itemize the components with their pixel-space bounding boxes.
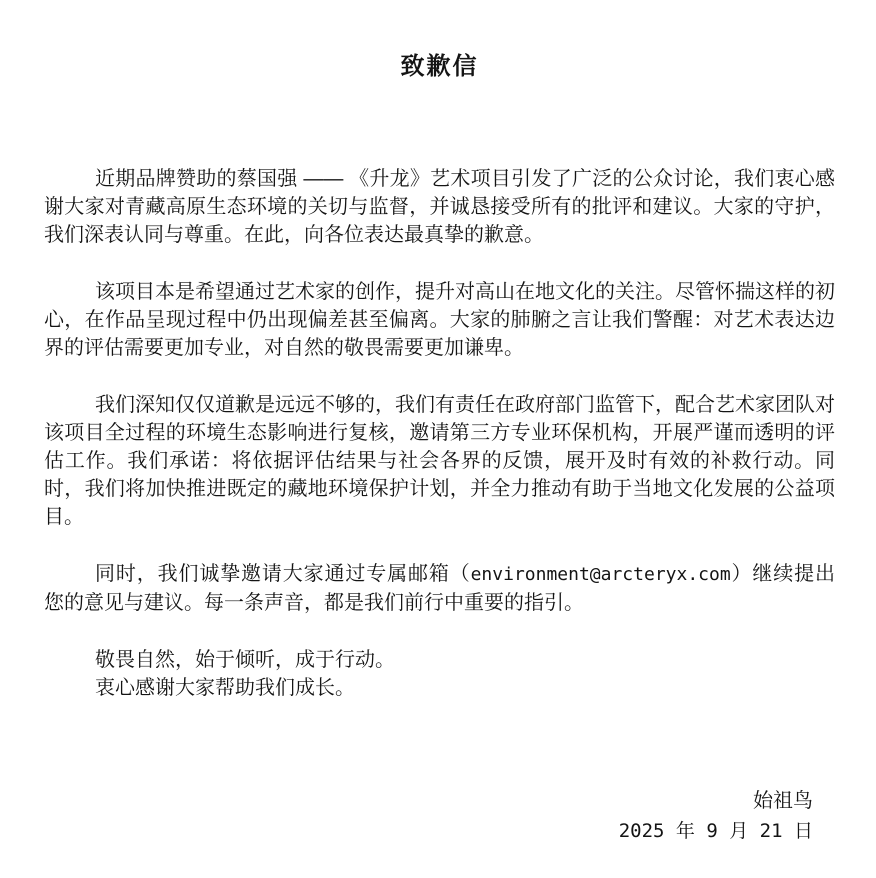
paragraph-intro: 近期品牌赞助的蔡国强 —— 《升龙》艺术项目引发了广泛的公众讨论，我们衷心感谢大家对青藏高原生态环境的关切与监督，并诚恳接受所有的批评和建议。大家的守护，我们深表认同与尊重。在此，向各位表达最真挚的歉意。 xyxy=(44,168,835,246)
signature-block xyxy=(44,786,835,846)
paragraph-commitments: 我们深知仅仅道歉是远远不够的，我们有责任在政府部门监管下，配合艺术家团队对该项目全过程的环境生态影响进行复核，邀请第三方专业环保机构，开展严谨而透明的评估工作。我们承诺：将依据评估结果与社会各界的反馈，展开及时有效的补救行动。同时，我们将加快推进既定的藏地环境保护计划，并全力推动有助于当地文化发展的公益项目。 xyxy=(44,394,835,528)
paragraph-reflection: 该项目本是希望通过艺术家的创作，提升对高山在地文化的关注。尽管怀揣这样的初心，在作品呈现过程中仍出现偏差甚至偏离。大家的肺腑之言让我们警醒：对艺术表达边界的评估需要更加专业，对自然的敬畏需要更加谦卑。 xyxy=(44,281,835,359)
document-title: 致歉信 xyxy=(400,53,479,80)
closing-line-1: 敬畏自然，始于倾听，成于行动。 xyxy=(95,649,395,671)
closing-statement xyxy=(44,646,835,702)
signature-date: 2025 年 9 月 21 日 xyxy=(618,820,813,842)
email-address: environment@arcteryx.com xyxy=(470,564,731,585)
contact-text-after-email: ）继续提出您的意见与建议。每一条声音，都是我们前行中重要的指引。 xyxy=(44,563,836,614)
closing-line-2: 衷心感谢大家帮助我们成长。 xyxy=(95,677,355,699)
signature-brand-name: 始祖鸟 xyxy=(753,790,813,812)
contact-text-before-email: 同时，我们诚挚邀请大家通过专属邮箱（ xyxy=(95,563,471,585)
letter-body xyxy=(44,165,835,702)
paragraph-contact xyxy=(44,560,835,617)
